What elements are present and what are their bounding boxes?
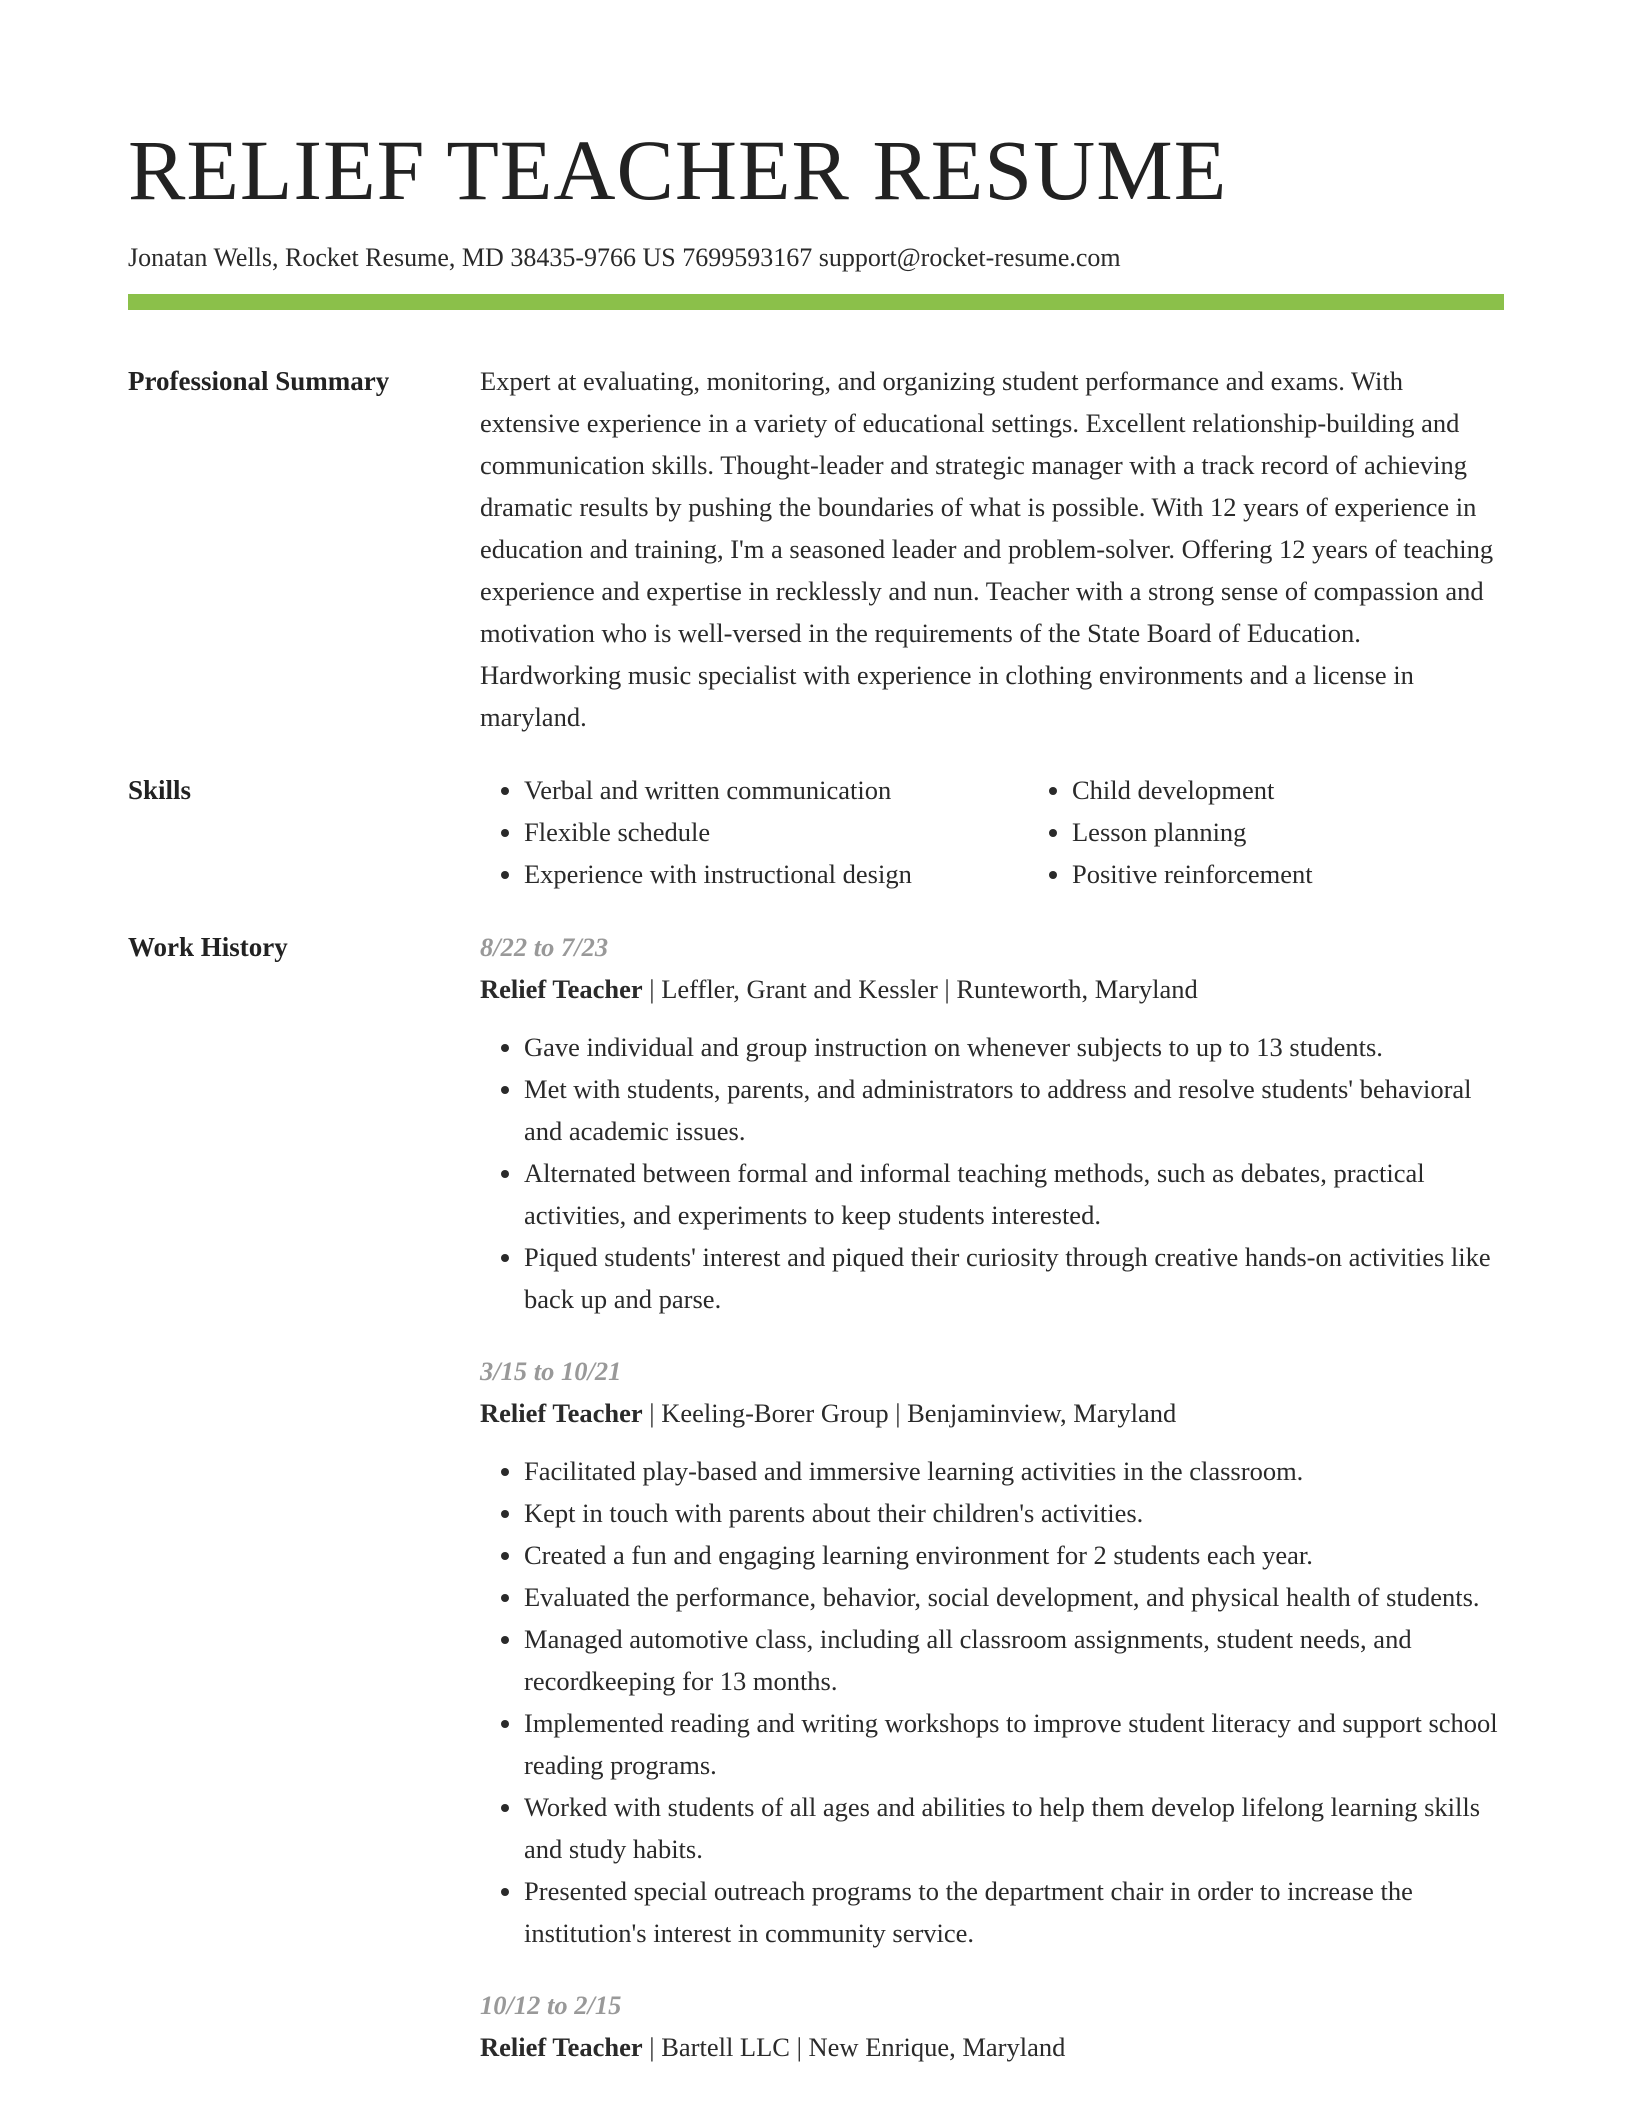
work-history-section [128,926,1504,2068]
job-duty: • Evaluated the performance, behavior, social development, and physical health of students. [524,1576,1504,1618]
job-heading [480,2026,1504,2068]
job-employer-location: | Leffler, Grant and Kessler | Runteworth, Maryland [642,974,1198,1004]
job-entry [480,1350,1504,1954]
skill-item: • Lesson planning [1072,811,1313,853]
section-label-skills: Skills [128,775,192,805]
job-duty: • Managed automotive class, including all classroom assignments, student needs, and recordkeeping for 13 months. [524,1618,1504,1702]
section-label-work-history: Work History [128,932,288,962]
skills-column-1 [480,769,1028,895]
job-duty: • Presented special outreach programs to the department chair in order to increase the institution's interest in community service. [524,1870,1504,1954]
summary-body [480,360,1504,738]
skill-item: • Child development [1072,769,1313,811]
summary-text: Expert at evaluating, monitoring, and organizing student performance and exams. With extensive experience in a variety of educational settings. Excellent relationship-building and communication skills. Thought-leader and strategic manager with a track record of achieving dramatic results by pushing the boundaries of what is possible. With 12 years of experience in education and training, I'm a seasoned leader and problem-solver. Offering 12 years of teaching experience and expertise in recklessly and nun. Teacher with a strong sense of compassion and motivation who is well-versed in the requirements of the State Board of Education. Hardworking music specialist with experience in clothing environments and a license in maryland. [480,366,1494,732]
work-history-body [480,926,1504,2068]
job-duty: • Worked with students of all ages and abilities to help them develop lifelong learning skills and study habits. [524,1786,1504,1870]
skill-item: • Flexible schedule [524,811,1028,853]
job-heading [480,968,1504,1010]
job-duty: • Alternated between formal and informal teaching methods, such as debates, practical activities, and experiments to keep students interested. [524,1152,1504,1236]
job-duties [480,1026,1504,1320]
job-duty: • Met with students, parents, and administrators to address and resolve students' behavioral and academic issues. [524,1068,1504,1152]
job-duty: • Implemented reading and writing workshops to improve student literacy and support school reading programs. [524,1702,1504,1786]
job-title: Relief Teacher [480,1398,643,1428]
job-employer-location: | Bartell LLC | New Enrique, Maryland [642,2032,1066,2062]
skills-body [480,769,1504,895]
job-dates: 8/22 to 7/23 [480,932,609,962]
section-label-summary: Professional Summary [128,366,390,396]
job-duty: • Facilitated play-based and immersive learning activities in the classroom. [524,1450,1504,1492]
header-divider [128,294,1504,310]
job-entry [480,926,1504,1320]
job-employer-location: | Keeling-Borer Group | Benjaminview, Maryland [642,1398,1177,1428]
job-duty: • Piqued students' interest and piqued their curiosity through creative hands-on activities like back up and parse. [524,1236,1504,1320]
skill-item: • Experience with instructional design [524,853,1028,895]
skills-section [128,769,1504,895]
contact-line: Jonatan Wells, Rocket Resume, MD 38435-9766 US 7699593167 support@rocket-resume.com [128,243,1121,272]
job-duties [480,1450,1504,1954]
skills-column-2 [1028,769,1313,895]
skill-item: • Verbal and written communication [524,769,1028,811]
skill-item: • Positive reinforcement [1072,853,1313,895]
job-duty: • Kept in touch with parents about their children's activities. [524,1492,1504,1534]
job-dates: 3/15 to 10/21 [480,1356,622,1386]
resume-page [128,120,1504,2068]
job-duty: • Gave individual and group instruction on whenever subjects to up to 13 students. [524,1026,1504,1068]
job-dates: 10/12 to 2/15 [480,1990,622,2020]
job-title: Relief Teacher [480,974,643,1004]
summary-section [128,360,1504,738]
job-title: Relief Teacher [480,2032,643,2062]
job-duty: • Created a fun and engaging learning environment for 2 students each year. [524,1534,1504,1576]
job-heading [480,1392,1504,1434]
job-entry [480,1984,1504,2068]
page-title: RELIEF TEACHER RESUME [128,122,1228,218]
